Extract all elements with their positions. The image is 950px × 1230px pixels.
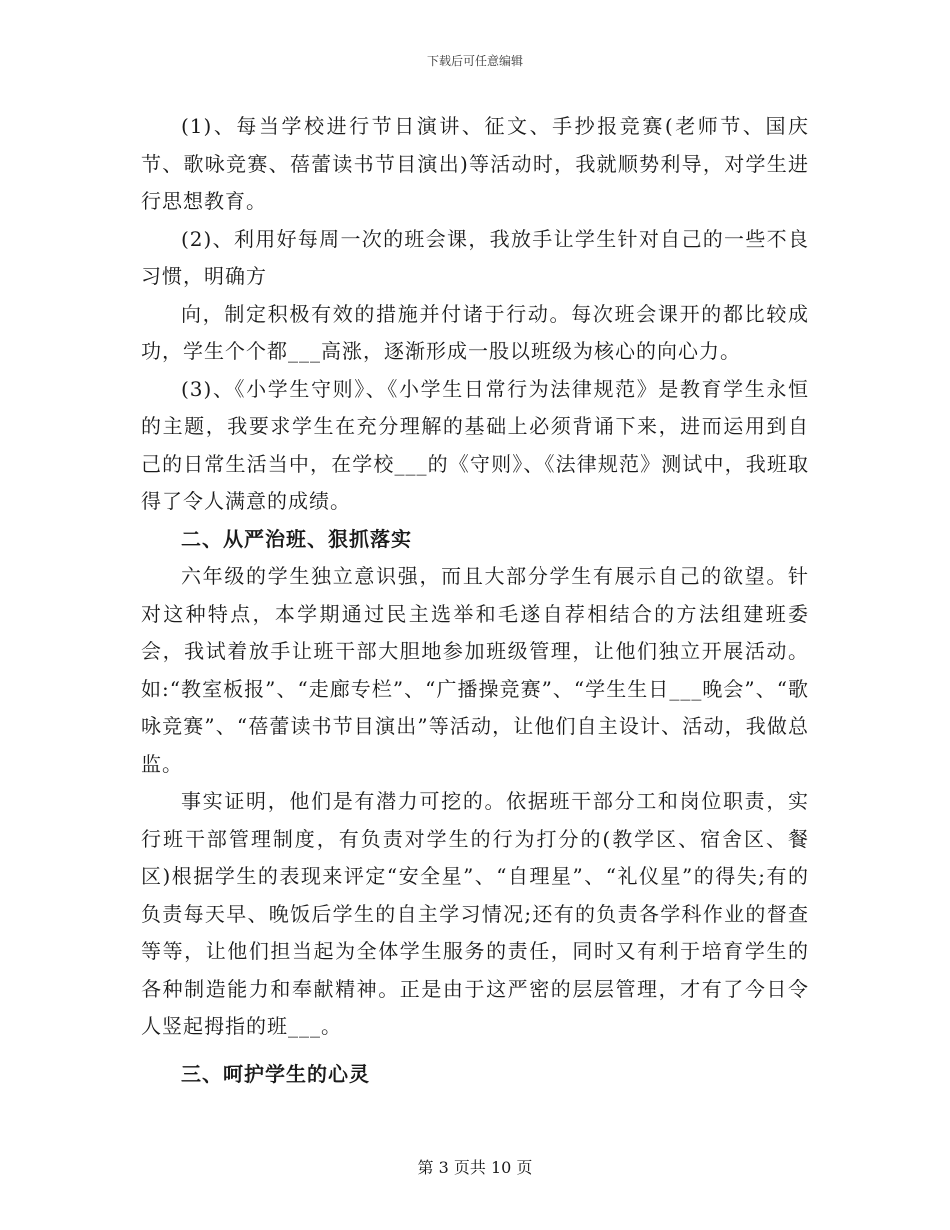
paragraph-class-committee: 六年级的学生独立意识强，而且大部分学生有展示自己的欲望。针对这种特点，本学期通过民主选举和毛遂自荐相结合的方法组建班委会，我试着放手让班干部大胆地参加班级管理，让他们独立开展活动。如:“教室板报”、“走廊专栏”、“广播操竞赛”、“学生生日___晚会”、“歌咏竞赛”、“蓓蕾读书节目演出”等活动，让他们自主设计、活动，我做总监。 [141,564,809,776]
paragraph-item-3: (3)、《小学生守则》、《小学生日常行为法律规范》是教育学生永恒的主题，我要求学生在充分理解的基础上必须背诵下来，进而运用到自己的日常生活当中，在学校___的《守则》、《法律规范》测试中，我班取得了令人满意的成绩。 [141,376,809,513]
document-body [141,108,809,1093]
section-heading-3: 三、呵护学生的心灵 [181,1061,370,1086]
paragraph-item-1: (1)、每当学校进行节日演讲、征文、手抄报竞赛(老师节、国庆节、歌咏竞赛、蓓蕾读书节目演出)等活动时，我就顺势利导，对学生进行思想教育。 [141,114,809,213]
section-heading-2: 二、从严治班、狠抓落实 [181,526,412,551]
paragraph-item-2-part-1: (2)、利用好每周一次的班会课，我放手让学生针对自己的一些不良习惯，明确方 [141,226,809,288]
paragraph-item-2-part-2: 向，制定积极有效的措施并付诸于行动。每次班会课开的都比较成功，学生个个都___高涨，逐渐形成一股以班级为核心的向心力。 [141,301,809,363]
paragraph-facts-proved: 事实证明，他们是有潜力可挖的。依据班干部分工和岗位职责，实行班干部管理制度，有负责对学生的行为打分的(教学区、宿舍区、餐区)根据学生的表现来评定“安全星”、“自理星”、“礼仪星”的得失;有的负责每天早、晚饭后学生的自主学习情况;还有的负责各学科作业的督查等等，让他们担当起为全体学生服务的责任，同时又有利于培育学生的各种制造能力和奉献精神。正是由于这严密的层层管理，才有了今日令人竖起拇指的班___。 [141,789,809,1038]
page-header: 下载后可任意编辑 [426,54,523,68]
page-number: 第 3 页共 10 页 [417,1158,533,1177]
